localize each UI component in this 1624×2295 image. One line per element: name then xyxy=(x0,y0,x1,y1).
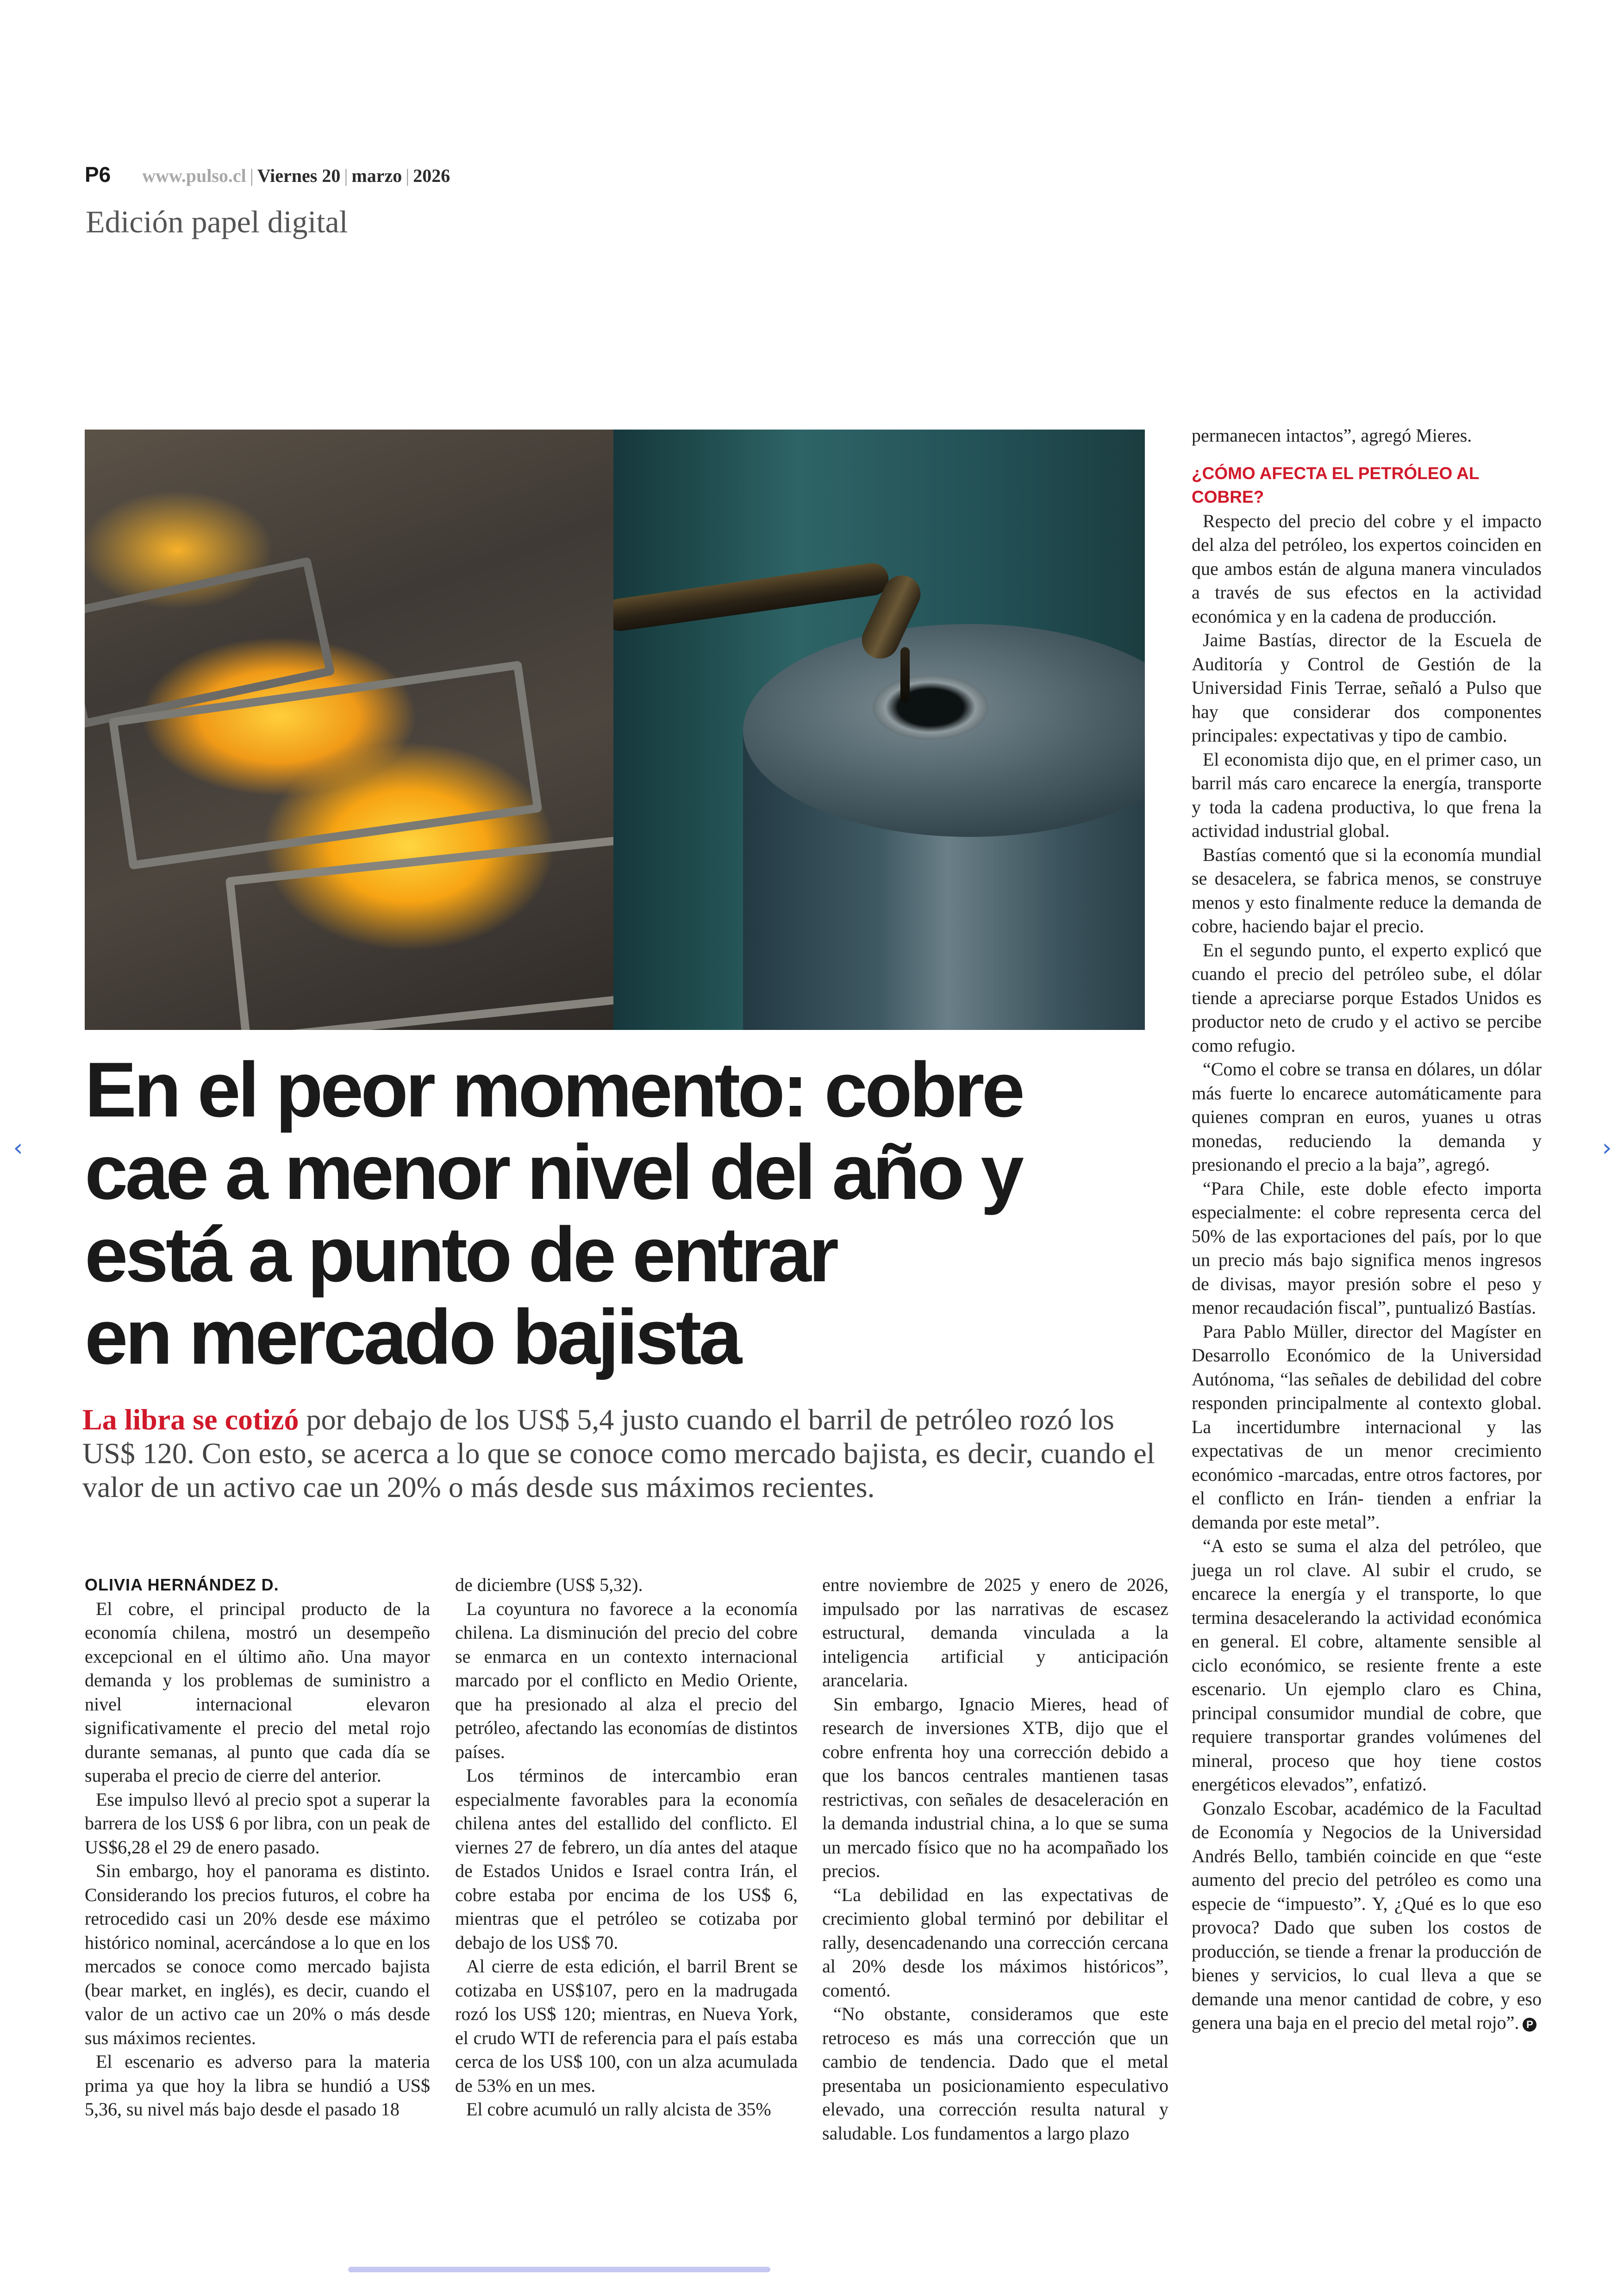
oil-stream xyxy=(900,647,910,703)
headline-line: cae a menor nivel del año y xyxy=(85,1129,1021,1216)
body-paragraph: El cobre acumuló un rally alcista de 35% xyxy=(466,2099,771,2120)
lead-paragraph xyxy=(82,1403,1156,1504)
body-paragraph: El escenario es adverso para la materia prima ya que hoy la libra se hundió a US$ 5,36, su nivel más bajo desde el pasado 18 xyxy=(85,2051,430,2120)
body-paragraph: entre noviembre de 2025 y enero de 2026, impulsado por las narrativas de escasez estructural, demanda vinculada a la inteligencia artificial y anticipación arancelaria. xyxy=(822,1574,1168,1690)
hero-photo xyxy=(85,430,1145,1030)
body-paragraph: Respecto del precio del cobre y el impacto del alza del petróleo, los expertos coinciden en que ambos están de alguna manera vinculados a través de sus efectos en la actividad económica y en la cadena de producción. xyxy=(1192,510,1542,627)
page-header xyxy=(85,162,450,190)
body-paragraph: “No obstante, consideramos que este retroceso es más una corrección que un cambio de tendencia. Dado que el metal presentaba un posicionamiento especulativo elevado, una corrección resulta natural y saludable. Los fundamentos a largo plazo xyxy=(822,2003,1168,2144)
separator: | xyxy=(344,165,348,186)
byline: OLIVIA HERNÁNDEZ D. xyxy=(85,1575,279,1594)
body-paragraph xyxy=(1192,1796,1542,2035)
headline-line: en mercado bajista xyxy=(85,1293,739,1380)
article-column-1 xyxy=(85,1573,430,2121)
body-paragraph: Ese impulso llevó al precio spot a superar la barrera de los US$ 6 por libra, con un peak de US$6,28 el 29 de enero pasado. xyxy=(85,1789,430,1858)
chevron-left-icon[interactable]: ‹ xyxy=(13,1134,23,1162)
body-paragraph: Los términos de intercambio eran especialmente favorables para la economía chilena antes del estallido del conflicto. El viernes 27 de febrero, un día antes del ataque de Estados Unidos e Israel contra Irán, el cobre estaba por encima de los US$ 6, mientras que el petróleo se cotizaba por debajo de los US$ 70. xyxy=(455,1765,798,1953)
date-year: 2026 xyxy=(413,165,450,186)
lead-kicker: La libra se cotizó xyxy=(82,1403,299,1436)
body-paragraph: Bastías comentó que si la economía mundial se desacelera, se fabrica menos, se construye menos y esto finalmente reduce la demanda de cobre, haciendo bajar el precio. xyxy=(1192,844,1542,936)
molten-copper-image xyxy=(85,430,613,1030)
date-month: marzo xyxy=(351,165,402,186)
body-paragraph: El cobre, el principal producto de la economía chilena, mostró un desempeño excepcional en el último año. Una mayor demanda y los problemas de suministro a nivel internacional elevaron significativamente el precio del metal rojo durante semanas, al punto que cada día se superaba el precio de cierre del anterior. xyxy=(85,1598,430,1786)
section-subhead: ¿CÓMO AFECTA EL PETRÓLEO AL COBRE? xyxy=(1192,463,1479,506)
site-url[interactable]: www.pulso.cl xyxy=(142,165,246,186)
headline xyxy=(85,1048,1149,1378)
body-paragraph-text: Gonzalo Escobar, académico de la Facultad de Economía y Negocios de la Universidad Andrés Bello, también coincide en que “este aumento del precio del petróleo es como una especie de “impuesto”. Y, ¿Qué es lo que eso provoca? Dado que suben los costos de producción, se tiende a frenar la producción de bienes y servicios, lo cual lleva a que se demande una menor cantidad de cobre, y eso genera una baja en el precio del metal rojo”. xyxy=(1192,1797,1542,2033)
body-paragraph: En el segundo punto, el experto explicó que cuando el precio del petróleo sube, el dólar tiende a apreciarse porque Estados Unidos es productor neto de crudo y el activo se percibe como refugio. xyxy=(1192,939,1542,1056)
horizontal-scrollbar[interactable] xyxy=(348,2267,770,2272)
date-day: Viernes 20 xyxy=(257,165,341,186)
body-paragraph: Sin embargo, Ignacio Mieres, head of research de inversiones XTB, dijo que el cobre enfrenta hoy una corrección debido a que los bancos centrales mantienen tasas restrictivas, con señales de desaceleración en la demanda industrial china, a lo que se suma un mercado físico que no ha acompañado los precios. xyxy=(822,1693,1168,1881)
separator: | xyxy=(406,165,410,186)
body-paragraph: permanecen intactos”, agregó Mieres. xyxy=(1192,425,1472,446)
body-paragraph: Sin embargo, hoy el panorama es distinto. Considerando los precios futuros, el cobre ha retrocedido casi un 20% desde ese máximo histórico nominal, acercándose a lo que en los mercados se conoce como mercado bajista (bear market, en inglés), es decir, cuando el valor de un activo cae un 20% o más desde sus máximos recientes. xyxy=(85,1860,430,2048)
body-paragraph: Jaime Bastías, director de la Escuela de Auditoría y Control de Gestión de la Universidad Finis Terrae, señaló a Pulso que hay que considerar dos componentes principales: expectativas y tipo de cambio. xyxy=(1192,630,1542,746)
body-paragraph: La coyuntura no favorece a la economía chilena. La disminución del precio del cobre se enmarca en un contexto internacional marcado por el conflicto en Medio Oriente, que ha presionado al alza el precio del petróleo, afectando las economías de distintos países. xyxy=(455,1598,798,1762)
page-number: P6 xyxy=(85,162,111,187)
body-paragraph: El economista dijo que, en el primer caso, un barril más caro encarece la energía, transporte y toda la cadena productiva, lo que frena la actividad industrial global. xyxy=(1192,748,1542,841)
lead-text: por debajo de los US$ 5,4 justo cuando el barril de petróleo rozó los US$ 120. Con esto, se acerca a lo que se conoce como mercado bajista, es decir, cuando el valor de un activo cae un 20% o más desde sus máximos recientes. xyxy=(82,1403,1155,1503)
headline-line: En el peor momento: cobre xyxy=(85,1046,1022,1133)
oil-barrel-image xyxy=(613,430,1145,1030)
article-column-4 xyxy=(1192,424,1542,2035)
end-of-article-icon: P xyxy=(1523,2018,1537,2032)
edition-label: Edición papel digital xyxy=(86,204,348,239)
headline-line: está a punto de entrar xyxy=(85,1211,837,1298)
article-column-2 xyxy=(455,1573,798,2121)
body-paragraph: Para Pablo Müller, director del Magíster en Desarrollo Económico de la Universidad Autónoma, “las señales de debilidad del cobre responden principalmente al contexto global. La incertidumbre internacional y las expectativas de un menor crecimiento económico -marcadas, entre otros factores, por el conflicto en Irán- tienden a enfriar la demanda por este metal”. xyxy=(1192,1321,1542,1533)
body-paragraph: Al cierre de esta edición, el barril Brent se cotizaba en US$107, pero en la madrugada rozó los US$ 120; mientras, en Nueva York, el crudo WTI de referencia para el país estaba cerca de los US$ 100, con un alza acumulada de 53% en un mes. xyxy=(455,1956,798,2096)
separator: | xyxy=(250,165,254,186)
body-paragraph: de diciembre (US$ 5,32). xyxy=(455,1574,643,1595)
body-paragraph: “La debilidad en las expectativas de crecimiento global terminó por debilitar el rally, desencadenando una corrección cercana al 20% desde los máximos históricos”, comentó. xyxy=(822,1884,1168,2001)
body-paragraph: “Para Chile, este doble efecto importa especialmente: el cobre representa cerca del 50% de las exportaciones del país, por lo que un precio más bajo significa menos ingresos de divisas, mayor presión sobre el peso y menor recaudación fiscal”, puntualizó Bastías. xyxy=(1192,1178,1542,1318)
oil-pipe xyxy=(613,561,891,633)
barrel-opening xyxy=(873,675,988,740)
mold-shape xyxy=(225,834,613,1030)
body-paragraph: “Como el cobre se transa en dólares, un dólar más fuerte lo encarece automáticamente para quienes compran en euros, yuanes u otras monedas, reduciendo la demanda y presionando el precio a la baja”, agregó. xyxy=(1192,1059,1542,1175)
chevron-right-icon[interactable]: › xyxy=(1602,1134,1612,1162)
article-column-3 xyxy=(822,1573,1168,2145)
body-paragraph: “A esto se suma el alza del petróleo, que juega un rol clave. Al subir el crudo, se encarece la energía y el transporte, lo que termina desacelerando la actividad económica en general. El cobre, altamente sensible al ciclo económico, se resiente frente a este escenario. Un ejemplo claro es China, principal consumidor mundial de cobre, que requiere transportar grandes volúmenes del mineral, proceso que hoy tiene costos energéticos elevados”, enfatizó. xyxy=(1192,1535,1542,1795)
